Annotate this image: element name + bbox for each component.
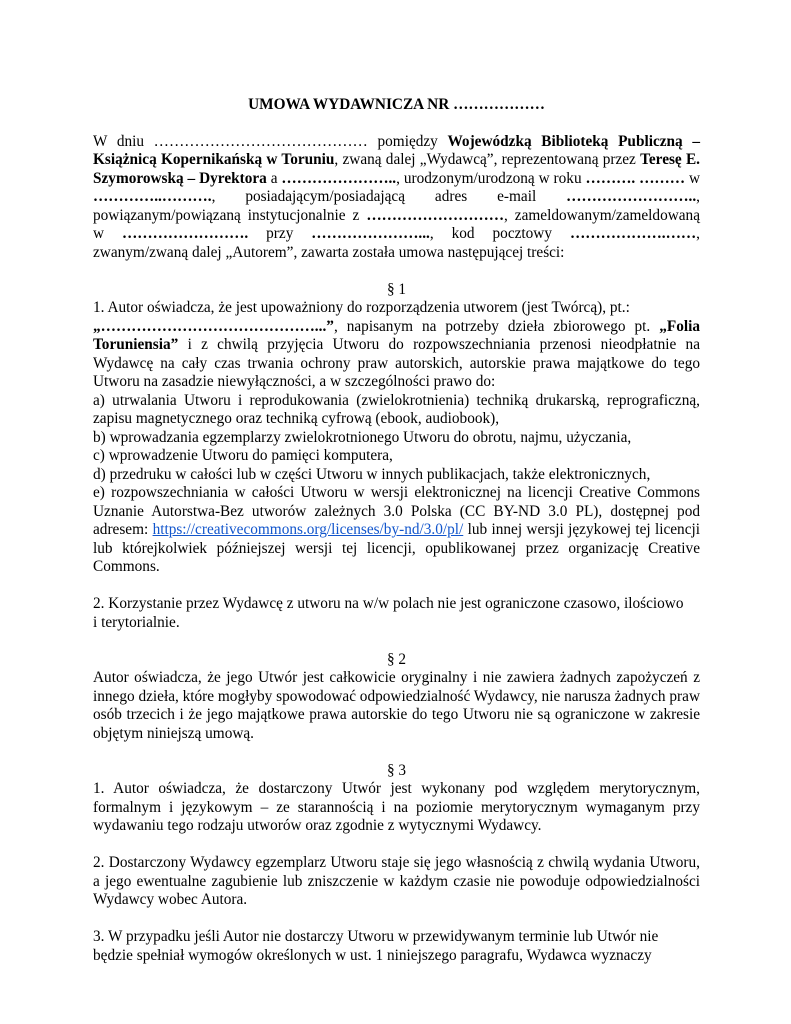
s1-item-d: d) przedruku w całości lub w części Utworu w innych publikacjach, także elektronicznych, (93, 465, 651, 483)
section-3-heading: § 3 (386, 761, 407, 779)
license-link[interactable]: https://creativecommons.org/licenses/by-nd/3.0/pl/ (152, 521, 464, 538)
intro-text: W dniu …………………………………… pomiędzy (93, 132, 448, 150)
s1-text: i z chwilą przyjęcia Utworu do rozpowszechniania przenosi nieodpłatnie na Wydawcę na cały czas trwania ochrony praw autorskich, autorskie prawa majątkowe do tego Utworu na zasadzie niewyłączności, a w szczególności prawo do: (93, 336, 700, 390)
s1-item-a: a) utrwalania Utworu i reprodukowania (zwielokrotnienia) techniką drukarską, reprograficzną, zapisu magnetycznego oraz techniką cyfrową (ebook, audiobook), (93, 391, 700, 427)
intro-text: , urodzonym/urodzoną w roku (396, 169, 586, 187)
intro-blank-institution: ……………………… (366, 206, 504, 224)
s1-text: , napisanym na potrzeby dzieła zbiorowego pt. (333, 317, 660, 335)
s3-p2: 2. Dostarczony Wydawcy egzemplarz Utworu staje się jego własnością z chwilą wydania Utworu, a jego ewentualne zagubienie lub zniszczenie w każdym czasie nie powoduje odpowiedzialności Wydawcy wobec Autora. (93, 854, 700, 908)
intro-text: , powiązanym/powiązaną instytucjonalnie z (93, 188, 700, 224)
s1-p1-body (93, 318, 700, 392)
intro-representative: Teresę E. Szymorowską – Dyrektora (93, 151, 701, 187)
intro-text: , zwaną dalej „Wydawcą”, reprezentowaną przez (334, 151, 641, 168)
s1-e-text: e) rozpowszechniania w całości Utworu w wersji elektronicznej na licencji Creative Commons Uznanie Autorstwa-Bez utworów zależnych 3.0 Polska (CC BY-ND 3.0 PL), dostępnej pod adresem: (93, 484, 700, 538)
s1-p1-line1: 1. Autor oświadcza, że jest upoważniony do rozporządzenia utworem (jest Twórcą), pt.: (93, 299, 630, 316)
intro-text: , posiadającym/posiadającą adres e-mail (211, 188, 567, 205)
intro-text: , zameldowanym/zameldowaną w (93, 206, 700, 242)
document-page (93, 96, 700, 965)
intro-paragraph (93, 133, 700, 263)
section-2-heading: § 2 (386, 650, 407, 668)
intro-blank-postcode: ……………….…… (569, 225, 697, 242)
intro-blank-email: …………………….. (566, 188, 697, 205)
s1-item-b: b) wprowadzania egzemplarzy zwielokrotnionego Utworu do obrotu, najmu, użyczania, (93, 428, 632, 446)
s1-item-e (93, 484, 700, 577)
intro-text: przy (266, 225, 312, 242)
intro-blank-year: ………. ……… (585, 169, 689, 187)
intro-blank-city: ……………………. (122, 225, 267, 242)
intro-text: a (266, 169, 282, 187)
s3-p3-line2: będzie spełniał wymogów określonych w ust. 1 niniejszego paragrafu, Wydawca wyznaczy (93, 946, 652, 964)
s1-e-text: lub innej wersji językowej tej licencji lub którejkolwiek późniejszej wersji tej licencji, opublikowanej przez organizację Creative Commons. (93, 521, 700, 575)
document-title: UMOWA WYDAWNICZA NR ……………… (248, 96, 545, 113)
intro-text: w (688, 169, 700, 187)
intro-text: , zwanym/zwaną dalej „Autorem”, zawarta została umowa następującej treści: (93, 225, 700, 261)
intro-blank-name: ………………….. (281, 169, 397, 187)
s1-series-title: „Folia Toruniensia” (93, 317, 700, 353)
s1-p2-line1: 2. Korzystanie przez Wydawcę z utworu na w/w polach nie jest ograniczone czasowo, ilościowo (93, 595, 684, 612)
s1-item-c: c) wprowadzenie Utworu do pamięci komputera, (93, 447, 393, 464)
intro-text: , kod pocztowy (429, 225, 570, 242)
s1-blank-title: „……………………………………...” (93, 317, 334, 335)
intro-party-library: Wojewódzką Biblioteką Publiczną – Książnicą Kopernikańską w Toruniu (93, 132, 700, 168)
s3-p3-line1: 3. W przypadku jeśli Autor nie dostarczy Utworu w przewidywanym terminie lub Utwór nie (93, 928, 659, 945)
intro-blank-birthplace: …………..………. (93, 188, 212, 205)
section-1-heading: § 1 (386, 280, 407, 298)
s1-p2-line2: i terytorialnie. (93, 613, 180, 631)
intro-blank-street: …………………... (311, 225, 430, 242)
s2-paragraph: Autor oświadcza, że jego Utwór jest całkowicie oryginalny i nie zawiera żadnych zapożyczeń z innego dzieła, które mogłyby spowodować odpowiedzialność Wydawcy, nie narusza żadnych praw osób trzecich i że jego majątkowe prawa autorskie do tego Utworu nie są ograniczone w zakresie objętym niniejszą umową. (93, 669, 700, 742)
s3-p1: 1. Autor oświadcza, że dostarczony Utwór jest wykonany pod względem merytorycznym, formalnym i językowym – ze starannością i na poziomie merytorycznym wymaganym przy wydawaniu tego rodzaju utworów oraz zgodnie z wytycznymi Wydawcy. (93, 780, 700, 834)
